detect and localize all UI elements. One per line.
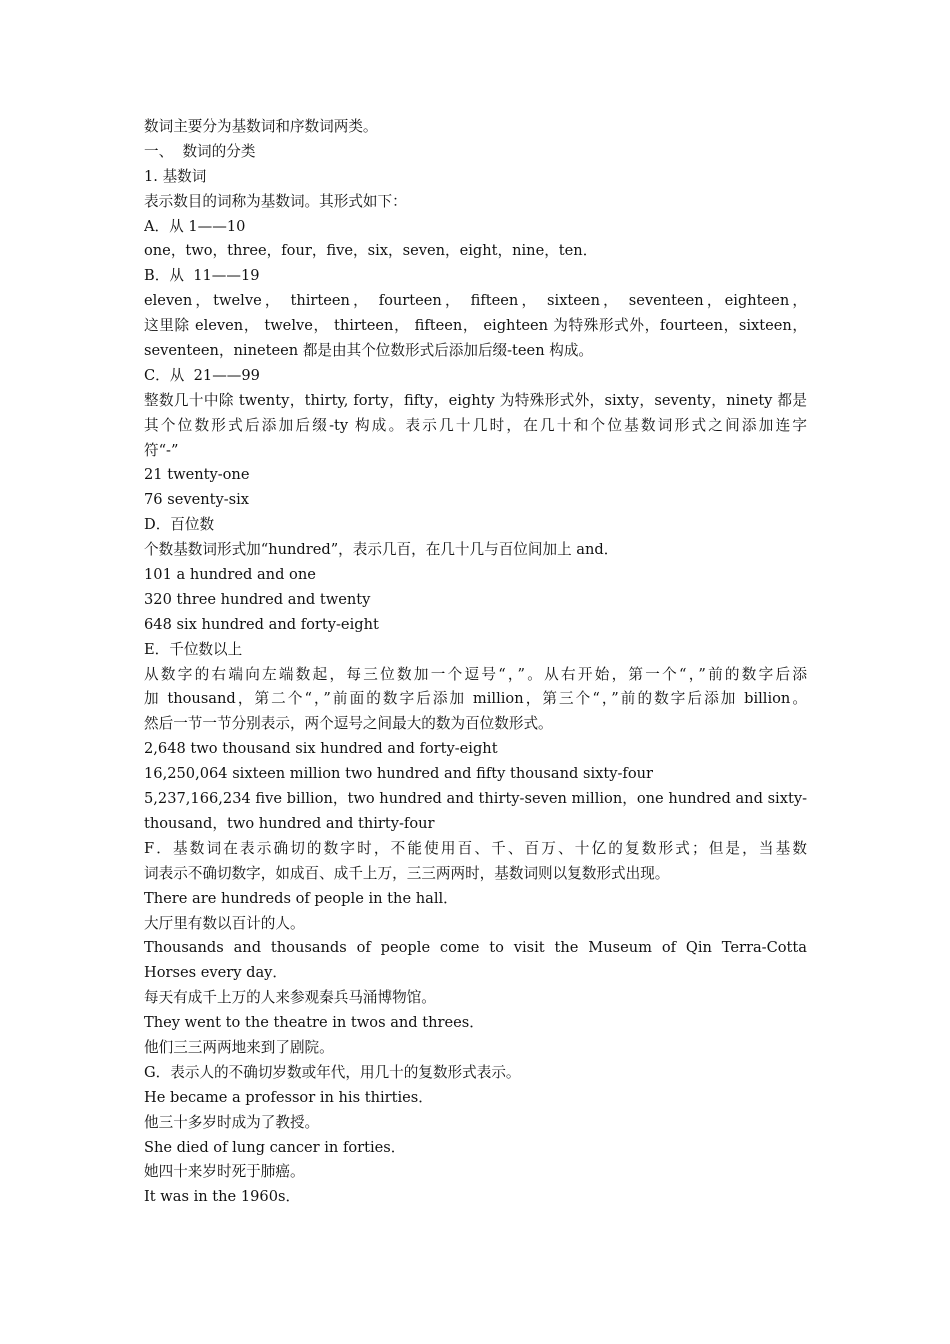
text-line: 然后一节一节分别表示，两个逗号之间最大的数为百位数形式。: [144, 715, 553, 733]
text-line: 数词主要分为基数词和序数词两类。: [144, 118, 378, 135]
text-line: 320 three hundred and twenty: [144, 590, 371, 608]
text-line: 16,250,064 sixteen million two hundred and fifty thousand sixty-four: [144, 765, 653, 783]
text-line: 符“-”: [144, 441, 179, 459]
text-line: seventeen，nineteen 都是由其个位数形式后添加后缀-teen 构成。: [144, 342, 594, 360]
text-line: one，two，three，four，five，six，seven，eight，nine，ten．: [144, 242, 598, 260]
text-line: D．百位数: [144, 516, 215, 534]
text-line: Horses every day．: [144, 964, 288, 982]
text-line: 整数几十中除 twenty，thirty, forty，fifty，eighty 为特殊形式外，sixty，seventy，ninety 都是: [144, 391, 807, 409]
text-line: B．从 11——19: [144, 267, 260, 285]
text-line: 加 thousand，第二个“，”前面的数字后添加 million，第三个“，”前的数字后添加 billion。: [144, 690, 807, 708]
text-line: 21 twenty-one: [144, 466, 250, 484]
text-line: 这里除 eleven， twelve， thirteen， fifteen， eighteen 为特殊形式外，fourteen，sixteen，: [144, 317, 807, 335]
text-line: 101 a hundred and one: [144, 566, 316, 584]
text-line: Thousands and thousands of people come to visit the Museum of Qin Terra-Cotta: [144, 939, 807, 957]
text-line: 她四十来岁时死于肺癌。: [144, 1163, 305, 1181]
text-line: It was in the 1960s．: [144, 1188, 301, 1206]
text-line: 2,648 two thousand six hundred and forty-eight: [144, 740, 498, 758]
document-body: [144, 115, 807, 1210]
text-line: thousand，two hundred and thirty-four: [144, 814, 435, 832]
text-line: 其个位数形式后添加后缀-ty 构成。表示几十几时，在几十和个位基数词形式之间添加连字: [144, 416, 807, 434]
text-line: F．基数词在表示确切的数字时，不能使用百、千、百万、十亿的复数形式；但是，当基数: [144, 839, 807, 857]
text-line: A．从 1——10: [144, 217, 246, 235]
text-line: E．千位数以上: [144, 640, 243, 658]
text-line: eleven，twelve， thirteen， fourteen， fifteen， sixteen， seventeen，eighteen，: [144, 292, 807, 310]
text-line: 大厅里有数以百计的人。: [144, 914, 305, 932]
text-line: 表示数目的词称为基数词。其形式如下：: [144, 192, 407, 210]
text-line: They went to the theatre in twos and threes．: [144, 1014, 484, 1032]
text-line: G．表示人的不确切岁数或年代，用几十的复数形式表示。: [144, 1063, 521, 1081]
text-line: 一、 数词的分类: [144, 142, 256, 160]
text-line: There are hundreds of people in the hall．: [144, 889, 458, 907]
text-line: 个数基数词形式加“hundred”，表示几百，在几十几与百位间加上 and．: [144, 541, 619, 559]
text-line: C．从 21——99: [144, 366, 260, 384]
text-line: He became a professor in his thirties．: [144, 1088, 433, 1106]
text-line: She died of lung cancer in forties．: [144, 1138, 406, 1156]
text-line: 648 six hundred and forty-eight: [144, 615, 379, 633]
text-line: 每天有成千上万的人来参观秦兵马涌博物馆。: [144, 989, 436, 1007]
text-line: 他三十多岁时成为了教授。: [144, 1113, 320, 1131]
text-line: 1. 基数词: [144, 167, 207, 185]
text-line: 从数字的右端向左端数起，每三位数加一个逗号“，”。从右开始，第一个“，”前的数字后添: [144, 665, 807, 683]
text-line: 5,237,166,234 five billion，two hundred and thirty-seven million，one hundred and sixty-: [144, 790, 807, 808]
text-line: 76 seventy-six: [144, 491, 250, 509]
text-line: 词表示不确切数字，如成百、成千上万，三三两两时，基数词则以复数形式出现。: [144, 864, 670, 882]
text-line: 他们三三两两地来到了剧院。: [144, 1038, 334, 1056]
